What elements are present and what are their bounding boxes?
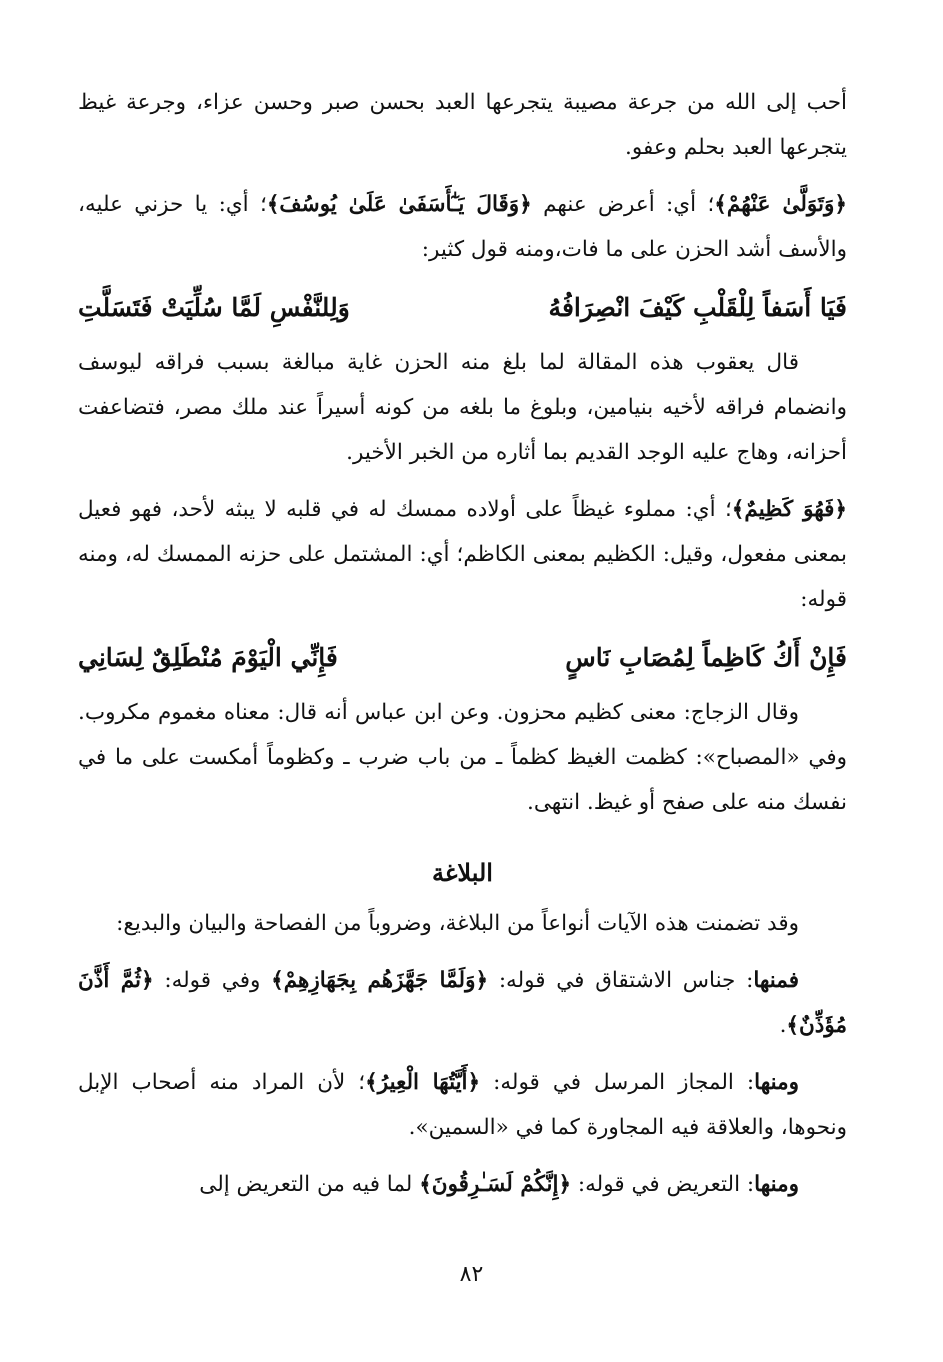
paragraph-4 [78, 487, 847, 622]
paragraph-4-text: ؛ أي: مملوء غيظاً على أولاده ممسك له في قلبه لا يبثه لأحد، فهو فعيل بمعنى مفعول، وقيل: الكظيم بمعنى الكاظم؛ أي: المشتمل على حزنه الممسك له، ومنه قوله: [78, 497, 847, 612]
paragraph-2-text-b: ؛ أي: يا حزني عليه، والأسف أشد الحزن على ما فات،ومنه قول كثير: [78, 192, 847, 262]
quran-quote: ﴿وَتَوَلَّىٰ عَنْهُمْ﴾ [714, 192, 847, 217]
lead-word: ومنها [754, 1070, 799, 1095]
quran-quote: ﴿وَقَالَ يَـٰٓأَسَفَىٰ عَلَىٰ يُوسُفَ﴾ [266, 192, 532, 217]
paragraph-7-text-c: . [779, 1013, 787, 1038]
paragraph-7-text-a: : جناس الاشتقاق في قوله: [488, 968, 754, 993]
verse-2-second-hemistich: فَإِنِّي الْيَوْمَ مُنْطَلِقٌ لِسَانِي [78, 643, 338, 672]
paragraph-3-text: قال يعقوب هذه المقالة لما بلغ منه الحزن غاية مبالغة بسبب فراقه ليوسف وانضمام فراقه لأخيه بنيامين، وبلوغ ما بلغه من كونه أسيراً عند ملك مصر، فتضاعفت أحزانه، وهاج عليه الوجد القديم بما أثاره من الخبر الأخير. [78, 350, 847, 465]
verse-2-first-hemistich: فَإِنْ أَكُ كَاظِماً لِمُصَابِ نَاسٍ [565, 643, 847, 672]
paragraph-8-text-b: ؛ لأن المراد منه أصحاب الإبل ونحوها، والعلاقة فيه المجاورة كما في «السمين». [78, 1070, 847, 1140]
quran-quote: ﴿إِنَّكُمْ لَسَـٰرِقُونَ﴾ [419, 1172, 572, 1197]
paragraph-3 [78, 340, 847, 475]
page-number: ٨٢ [459, 1262, 484, 1287]
paragraph-8 [78, 1060, 847, 1150]
paragraph-2 [78, 182, 847, 272]
paragraph-6 [78, 901, 847, 946]
quran-quote: ﴿أَيَّتُهَا الْعِيرُ﴾ [365, 1070, 481, 1095]
paragraph-9-text-a: : التعريض في قوله: [571, 1172, 755, 1197]
paragraph-5 [78, 690, 847, 825]
paragraph-1 [78, 80, 847, 170]
paragraph-8-text-a: : المجاز المرسل في قوله: [480, 1070, 755, 1095]
quran-quote: ﴿وَلَمَّا جَهَّزَهُم بِجَهَازِهِمْ﴾ [271, 968, 489, 993]
poetry-verse-1 [78, 284, 847, 332]
quran-quote: ﴿ثُمَّ أَذَّنَ مُؤَذِّنٌ﴾ [78, 968, 847, 1038]
paragraph-9-text-b: لما فيه من التعريض إلى [199, 1172, 420, 1197]
paragraph-7 [78, 958, 847, 1048]
lead-word: ومنها [754, 1172, 799, 1197]
paragraph-7-text-b: وفي قوله: [153, 968, 272, 993]
paragraph-6-text: وقد تضمنت هذه الآيات أنواعاً من البلاغة، وضروباً من الفصاحة والبيان والبديع: [116, 911, 799, 936]
paragraph-5-text: وقال الزجاج: معنى كظيم محزون. وعن ابن عباس أنه قال: معناه مغموم مكروب. وفي «المصباح»: كظمت الغيظ كظماً ـ من باب ضرب ـ وكظوماً أمكست على ما في نفسك منه على صفح أو غيظ. انتهى. [78, 700, 847, 815]
verse-1-second-hemistich: وَلِلنَّفْسِ لَمَّا سُلِّيَتْ فَتَسَلَّتِ [78, 293, 350, 322]
paragraph-2-text-a: ؛ أي: أعرض عنهم [531, 192, 715, 217]
paragraph-1-text: أحب إلى الله من جرعة مصيبة يتجرعها العبد بحسن صبر وحسن عزاء، وجرعة غيظ يتجرعها العبد بحلم وعفو. [78, 90, 847, 160]
quran-quote: ﴿فَهُوَ كَظِيمٌ﴾ [731, 497, 847, 522]
paragraph-9 [78, 1162, 847, 1207]
section-heading: البلاغة [432, 858, 493, 887]
poetry-verse-2 [78, 634, 847, 682]
lead-word: فمنها [753, 968, 799, 993]
verse-1-first-hemistich: فَيَا أَسَفاً لِلْقَلْبِ كَيْفَ انْصِرَافُهُ [548, 293, 847, 322]
